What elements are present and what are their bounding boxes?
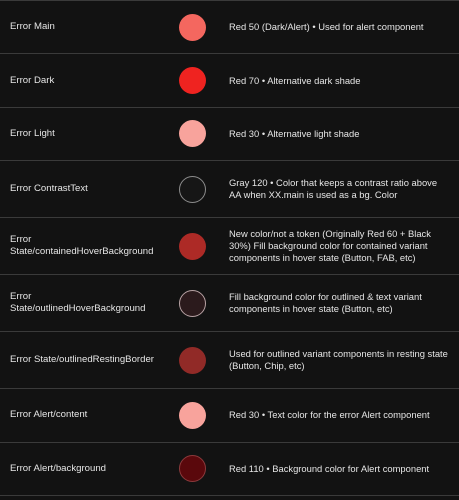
table-row (0, 54, 459, 107)
color-swatch (179, 67, 206, 94)
token-description: Red 30 • Alternative light shade (229, 127, 360, 139)
token-name: Error Main (10, 21, 55, 33)
color-swatch (179, 233, 206, 260)
token-name: Error Dark (10, 74, 55, 86)
color-swatch (179, 402, 206, 429)
table-row (0, 218, 459, 275)
token-description: Gray 120 • Color that keeps a contrast ratio above AA when XX.main is used as a bg. Color (229, 177, 438, 201)
color-swatch (179, 176, 206, 203)
table-row (0, 443, 459, 496)
token-name: Error ContrastText (10, 183, 88, 195)
token-description: Fill background color for outlined & text variant components in hover state (Button, etc) (229, 291, 422, 315)
token-name: Error State/containedHoverBackground (10, 234, 154, 258)
color-swatch (179, 14, 206, 41)
table-row (0, 332, 459, 389)
token-description: New color/not a token (Originally Red 60 + Black 30%) Fill background color for contained variant components in hover state (Button, FAB, etc) (229, 228, 431, 264)
table-row (0, 389, 459, 442)
color-swatch (179, 290, 206, 317)
token-description: Red 50 (Dark/Alert) • Used for alert component (229, 21, 424, 33)
token-name: Error Alert/background (10, 462, 106, 474)
table-row (0, 1, 459, 54)
table-row (0, 161, 459, 218)
token-description: Red 70 • Alternative dark shade (229, 74, 361, 86)
token-name: Error State/outlinedHoverBackground (10, 291, 146, 315)
token-description: Red 110 • Background color for Alert component (229, 462, 430, 474)
color-swatch (179, 347, 206, 374)
table-row (0, 108, 459, 161)
token-description: Used for outlined variant components in resting state (Button, Chip, etc) (229, 348, 448, 372)
token-name: Error Alert/content (10, 409, 88, 421)
color-swatch (179, 455, 206, 482)
token-name: Error Light (10, 127, 55, 139)
token-name: Error State/outlinedRestingBorder (10, 354, 154, 366)
token-description: Red 30 • Text color for the error Alert component (229, 409, 430, 421)
table-row (0, 275, 459, 332)
color-swatch (179, 120, 206, 147)
